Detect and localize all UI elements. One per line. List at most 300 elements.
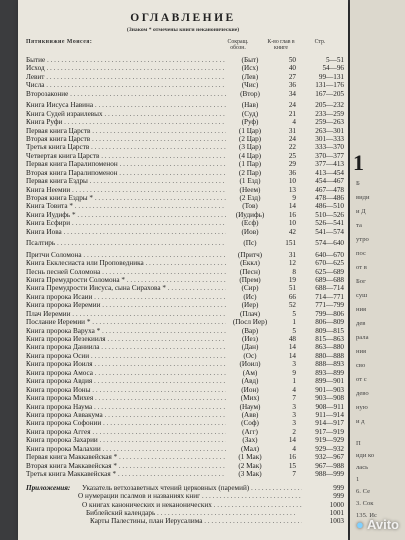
book-title: Третья книга Маккавейская * . . . [26,470,226,478]
book-pages: 301—333 [302,135,344,143]
book-title: Первая книга Ездры . . . [26,177,226,185]
book-title: Книга пророка Аввакума . . . [26,411,226,419]
book-abbr: (Сир) [226,284,274,292]
book-chapters: 40 [274,64,296,72]
book-title: Притчи Соломона . . . [26,251,226,259]
toc-row [26,360,344,368]
book-chapters: 12 [274,259,296,267]
toc-row [26,327,344,335]
book-chapters: 8 [274,268,296,276]
book-pages: 903—908 [302,394,344,402]
book-chapters: 14 [274,436,296,444]
book-title: Книга пророка Ионы . . . [26,386,226,394]
book-abbr: (Зах) [226,436,274,444]
book-title: Книга Премудрости Соломона * . . . [26,276,226,284]
book-abbr: (Лев) [226,73,274,81]
toc-row [26,428,344,436]
appendix-item: Библейский календарь . . . [86,509,302,517]
book-pages: 99—131 [302,73,344,81]
book-title: Книга пророка Софонии . . . [26,419,226,427]
book-chapters: 14 [274,202,296,210]
book-abbr: (Исх) [226,64,274,72]
book-abbr: (Иер) [226,301,274,309]
appendix-item: Карты Палестины, план Иерусалима . . . [90,517,302,525]
appendix-page: 1001 [304,509,344,517]
book-pages: 917—919 [302,428,344,436]
book-abbr: (Иоил) [226,360,274,368]
book-chapters: 3 [274,411,296,419]
appendix-item: Указатель ветхозаветных чтений церковных (паремий) . . . [82,484,302,492]
book-title: Книга пророка Иоиля . . . [26,360,226,368]
facing-page [350,0,405,540]
book-chapters: 15 [274,462,296,470]
book-chapters: 42 [274,228,296,236]
facing-page-text: суш [356,292,368,299]
book-pages: 899—901 [302,377,344,385]
toc-page [18,0,348,540]
book-abbr: (Авв) [226,411,274,419]
book-chapters: 36 [274,169,296,177]
book-abbr: (Притч) [226,251,274,259]
facing-page-text: ную [356,404,368,411]
book-pages: 454—467 [302,177,344,185]
book-title: Книга Неемии . . . [26,186,226,194]
toc-row [26,293,344,301]
toc-row [26,251,344,259]
book-title: Книга Судей израилевых . . . [26,110,226,118]
book-abbr: (Руф) [226,118,274,126]
book-chapters: 31 [274,251,296,259]
book-pages: 510—526 [302,211,344,219]
book-title: Первая книга Паралипоменон . . . [26,160,226,168]
toc-row [26,470,344,478]
book-title: Второзаконие . . . [26,90,226,98]
toc-row [26,143,344,151]
watermark-logo-icon: ● [355,517,364,532]
book-title: Книга Есфири . . . [26,219,226,227]
toc-row [26,453,344,461]
facing-page-text: рала [356,334,369,341]
book-abbr: (2 Мак) [226,462,274,470]
facing-page-text: от с [356,376,367,383]
book-pages: 880—888 [302,352,344,360]
facing-page-text: от в [356,264,367,271]
facing-page-text: и Д [356,208,366,215]
toc-row [26,110,344,118]
book-chapters: 4 [274,445,296,453]
book-pages: 689—688 [302,276,344,284]
toc-row [26,160,344,168]
toc-row [26,127,344,135]
facing-page-note: 3. Сок [356,500,374,507]
book-chapters: 4 [274,386,296,394]
book-title: Книга пророка Захарии . . . [26,436,226,444]
book-chapters: 7 [274,470,296,478]
facing-page-text: ния [356,348,367,355]
toc-row [26,73,344,81]
appendix-row [26,509,344,517]
book-title: Четвертая книга Царств . . . [26,152,226,160]
book-title: Вторая книга Паралипоменон . . . [26,169,226,177]
book-pages: 714—771 [302,293,344,301]
book-title: Книга пророка Исаии . . . [26,293,226,301]
book-abbr: (Прем) [226,276,274,284]
appendix-page: 999 [304,484,344,492]
book-title: Книга пророка Варуха * . . . [26,327,226,335]
appendix-section [26,484,344,525]
book-chapters: 10 [274,177,296,185]
book-pages: 205—232 [302,101,344,109]
book-chapters: 9 [274,194,296,202]
book-title: Книга Екклесиаста или Проповедника . . . [26,259,226,267]
book-title: Вторая книга Ездры * . . . [26,194,226,202]
book-chapters: 19 [274,276,296,284]
chapters-column-header: К-во глав в книге [267,39,295,51]
toc-row [26,202,344,210]
book-pages: 377—413 [302,160,344,168]
toc-row [26,177,344,185]
book-abbr: (Песн) [226,268,274,276]
book-pages: 670—625 [302,259,344,267]
toc-row [26,343,344,351]
book-chapters: 24 [274,101,296,109]
appendix-page: 999 [304,492,344,500]
book-chapters: 151 [274,239,296,247]
toc-row [26,352,344,360]
book-title: Книга пророка Даниила . . . [26,343,226,351]
book-abbr: (1 Езд) [226,177,274,185]
toc-row [26,90,344,98]
book-pages: 625—689 [302,268,344,276]
appendix-row [26,501,344,509]
book-chapters: 34 [274,90,296,98]
avito-watermark [356,517,399,532]
book-chapters: 3 [274,403,296,411]
toc-row [26,276,344,284]
book-pages: 901—903 [302,386,344,394]
toc-row [26,386,344,394]
book-abbr: (Мал) [226,445,274,453]
toc-row [26,462,344,470]
chapter-number: 1 [353,150,364,175]
book-abbr: (3 Цар) [226,143,274,151]
toc-row [26,81,344,89]
appendix-label: Приложения: [26,484,71,492]
toc-row [26,219,344,227]
facing-page-text: утро [356,236,369,243]
book-pages: 486—510 [302,202,344,210]
toc-row [26,394,344,402]
toc-row [26,301,344,309]
book-pages: 467—478 [302,186,344,194]
toc-row [26,169,344,177]
appendix-page: 1003 [304,517,344,525]
book-pages: 908—911 [302,403,344,411]
book-chapters: 21 [274,110,296,118]
book-chapters: 9 [274,369,296,377]
toc-row [26,228,344,236]
book-pages: 233—259 [302,110,344,118]
book-pages: 526—541 [302,219,344,227]
book-abbr: (Наум) [226,403,274,411]
book-title: Книга пророка Амоса . . . [26,369,226,377]
facing-page-note: 1 [356,476,360,483]
appendix-item: О нумерации псалмов и названиях книг . . . [78,492,302,500]
book-pages: 370—377 [302,152,344,160]
book-abbr: (Чис) [226,81,274,89]
book-title: Книга пророка Иезекииля . . . [26,335,226,343]
facing-page-text: дево [356,390,369,397]
book-pages: 815—863 [302,335,344,343]
toc-row [26,284,344,292]
appendix-row [26,517,344,525]
book-chapters: 1 [274,377,296,385]
book-abbr: (4 Цар) [226,152,274,160]
toc-row [26,194,344,202]
book-abbr: (Ам) [226,369,274,377]
toc-row [26,411,344,419]
book-abbr: (Посл Иер) [226,318,274,326]
book-title: Исход . . . [26,64,226,72]
facing-page-text: дев [356,320,366,327]
facing-page-text: види [356,194,370,201]
book-abbr: (Быт) [226,56,274,64]
book-abbr: (1 Мак) [226,453,274,461]
book-abbr: (Ион) [226,386,274,394]
toc-row [26,118,344,126]
book-abbr: (Соф) [226,419,274,427]
book-title: Книга пророка Малахии . . . [26,445,226,453]
toc-row [26,152,344,160]
book-abbr: (Иез) [226,335,274,343]
book-pages: 806—809 [302,318,344,326]
toc-row [26,239,344,247]
book-title: Плач Иеремии . . . [26,310,226,318]
book-chapters: 1 [274,318,296,326]
book-abbr: (Втор) [226,90,274,98]
facing-page-note: П [356,440,361,447]
book-title: Числа . . . [26,81,226,89]
book-pages: 167—205 [302,90,344,98]
book-title: Книга Руфи . . . [26,118,226,126]
book-abbr: (Ос) [226,352,274,360]
book-title: Вторая книга Царств . . . [26,135,226,143]
book-chapters: 3 [274,419,296,427]
book-title: Книга пророка Осии . . . [26,352,226,360]
book-chapters: 14 [274,343,296,351]
facing-page-text: и д [356,418,365,425]
page-subtitle: (Знаком * отмечены книги неканонические) [126,27,240,33]
book-abbr: (2 Цар) [226,135,274,143]
book-title: Книга Иудифь * . . . [26,211,226,219]
appendix-row [26,492,344,500]
watermark-text: Avito [366,517,399,532]
appendix-row [26,484,344,492]
facing-page-text: Б [356,180,360,187]
toc-row [26,268,344,276]
toc-row [26,310,344,318]
book-title: Книга Премудрости Иисуса, сына Сирахова * . . . [26,284,226,292]
book-abbr: (Вар) [226,327,274,335]
toc-row [26,211,344,219]
book-title: Книга пророка Иеремии . . . [26,301,226,309]
book-title: Левит . . . [26,73,226,81]
book-chapters: 13 [274,186,296,194]
book-title: Книга пророка Авдия . . . [26,377,226,385]
book-title: Песнь песней Соломона . . . [26,268,226,276]
book-chapters: 22 [274,143,296,151]
book-pages: 333—370 [302,143,344,151]
facing-page-text: ния [356,306,367,313]
book-pages: 640—670 [302,251,344,259]
toc-row [26,135,344,143]
book-abbr: (Пс) [226,239,274,247]
book-pages: 771—799 [302,301,344,309]
book-pages: 919—929 [302,436,344,444]
book-chapters: 52 [274,301,296,309]
page-title: ОГЛАВЛЕНИЕ [130,12,236,24]
book-abbr: (3 Мак) [226,470,274,478]
book-abbr: (1 Цар) [226,127,274,135]
book-title: Первая книга Маккавейская * . . . [26,453,226,461]
book-chapters: 36 [274,81,296,89]
book-chapters: 48 [274,335,296,343]
book-pages: 574—640 [302,239,344,247]
toc-row [26,259,344,267]
book-title: Книга пророка Аггея . . . [26,428,226,436]
book-pages: 688—714 [302,284,344,292]
book-chapters: 66 [274,293,296,301]
book-title: Бытие . . . [26,56,226,64]
book-title: Книга Иова . . . [26,228,226,236]
book-chapters: 27 [274,73,296,81]
book-pages: 259—263 [302,118,344,126]
book-chapters: 51 [274,284,296,292]
facing-page-text: Бог [356,278,366,285]
facing-page-note: 6. Се [356,488,370,495]
book-pages: 911—914 [302,411,344,419]
book-abbr: (Нав) [226,101,274,109]
book-abbr: (2 Езд) [226,194,274,202]
toc-row [26,64,344,72]
toc-row [26,419,344,427]
book-chapters: 16 [274,453,296,461]
book-chapters: 5 [274,327,296,335]
toc-row [26,377,344,385]
book-abbr: (Плач) [226,310,274,318]
facing-page-note: иди ко [356,452,375,459]
book-abbr: (Суд) [226,110,274,118]
abbr-column-header: Сокращ. обозн. [227,39,249,51]
book-abbr: (Есф) [226,219,274,227]
book-abbr: (2 Пар) [226,169,274,177]
toc-row [26,436,344,444]
book-chapters: 16 [274,211,296,219]
book-title: Псалтирь . . . [26,239,226,247]
book-abbr: (Агг) [226,428,274,436]
book-abbr: (Авд) [226,377,274,385]
book-pages: 893—899 [302,369,344,377]
book-title: Книга пророка Наума . . . [26,403,226,411]
book-pages: 131—176 [302,81,344,89]
book-chapters: 10 [274,219,296,227]
book-abbr: (1 Пар) [226,160,274,168]
book-abbr: (Неем) [226,186,274,194]
book-pages: 932—967 [302,453,344,461]
book-pages: 809—815 [302,327,344,335]
book-title: Книга Товита * . . . [26,202,226,210]
book-pages: 929—932 [302,445,344,453]
book-title: Книга Иисуса Навина . . . [26,101,226,109]
toc-row [26,318,344,326]
book-pages: 263—301 [302,127,344,135]
book-title: Третья книга Царств . . . [26,143,226,151]
facing-page-note: лась [356,464,369,471]
toc-row [26,403,344,411]
book-chapters: 4 [274,118,296,126]
book-abbr: (Ис) [226,293,274,301]
book-chapters: 29 [274,160,296,168]
appendix-item: О книгах канонических и неканонических . . . [82,501,302,509]
page-column-header: Стр. [314,39,326,45]
book-title: Первая книга Царств . . . [26,127,226,135]
book-pages: 478—486 [302,194,344,202]
section-heading: Пятикнижие Моисея: [26,39,93,45]
book-title: Вторая книга Маккавейская * . . . [26,462,226,470]
book-abbr: (Дан) [226,343,274,351]
facing-page-text: сво [356,362,366,369]
book-chapters: 14 [274,352,296,360]
book-chapters: 24 [274,135,296,143]
book-chapters: 31 [274,127,296,135]
book-abbr: (Тов) [226,202,274,210]
book-pages: 914—917 [302,419,344,427]
book-abbr: (Еккл) [226,259,274,267]
book-pages: 967—988 [302,462,344,470]
book-pages: 799—806 [302,310,344,318]
book-chapters: 2 [274,428,296,436]
book-pages: 54—96 [302,64,344,72]
book-chapters: 50 [274,56,296,64]
toc-row [26,101,344,109]
toc-row [26,335,344,343]
book-list [26,56,344,478]
book-abbr: (Мих) [226,394,274,402]
book-chapters: 7 [274,394,296,402]
book-pages: 5—51 [302,56,344,64]
book-pages: 413—454 [302,169,344,177]
book-abbr: (Иов) [226,228,274,236]
book-chapters: 5 [274,310,296,318]
facing-page-text: пос [356,250,366,257]
toc-row [26,445,344,453]
toc-row [26,56,344,64]
table-header [26,39,348,55]
book-abbr: (Иудифь) [226,211,274,219]
book-pages: 863—880 [302,343,344,351]
facing-page-note: 135. Ис [356,512,377,519]
book-title: Послание Иеремии * . . . [26,318,226,326]
toc-row [26,186,344,194]
appendix-page: 1000 [304,501,344,509]
book-chapters: 3 [274,360,296,368]
book-pages: 888—893 [302,360,344,368]
book-pages: 988—999 [302,470,344,478]
book-chapters: 25 [274,152,296,160]
toc-row [26,369,344,377]
facing-page-text: та [356,222,362,229]
book-pages: 541—574 [302,228,344,236]
